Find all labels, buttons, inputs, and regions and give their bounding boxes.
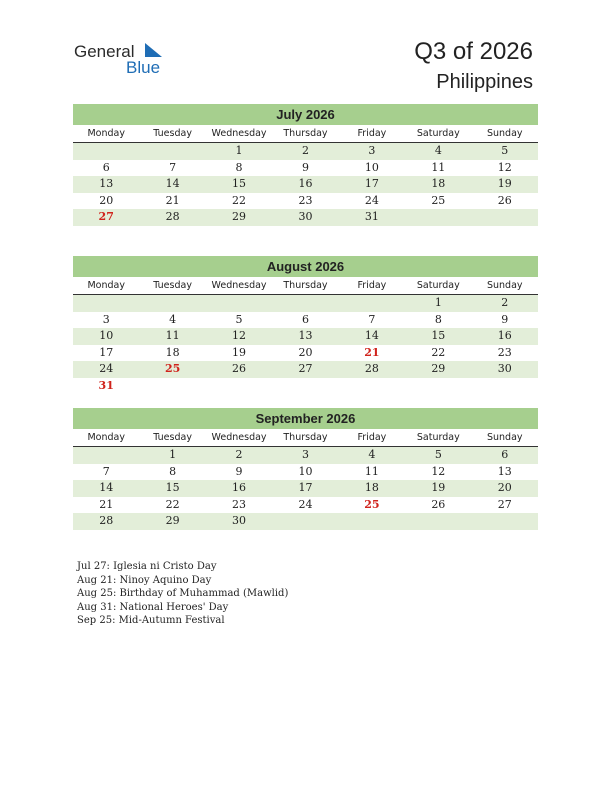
holiday-notes [77,560,288,628]
day-cell: 12 [497,160,512,174]
day-cell: 28 [165,210,180,223]
month-title: September 2026 [73,408,538,429]
holiday-note: Sep 25: Mid-Autumn Festival [77,615,225,626]
weekday-label: Friday [357,432,387,443]
holiday-note: Aug 25: Birthday of Muhammad (Mawlid) [77,588,289,599]
day-cell: 2 [301,144,309,157]
generalblue-logo [74,42,174,78]
day-cell: 11 [431,160,446,174]
day-cell: 24 [298,497,313,511]
day-cell [73,143,139,160]
week-row [73,295,538,312]
day-cell: 18 [431,177,446,190]
day-cell: 18 [364,481,379,494]
day-cell: 13 [99,177,114,190]
day-cell: 3 [368,144,376,157]
day-cell [272,513,338,530]
day-cell: 9 [301,160,309,174]
logo-text-general: General [74,42,135,61]
day-cell: 29 [431,362,446,375]
holiday-note: Aug 31: National Heroes' Day [77,601,229,613]
weekday-label: Sunday [486,432,523,443]
week-row [73,176,538,193]
day-cell: 23 [497,345,512,359]
day-cell: 31 [364,210,379,223]
month-title: July 2026 [73,104,538,125]
day-cell: 26 [497,193,512,207]
month-title: August 2026 [73,256,538,277]
day-cell: 6 [501,448,509,461]
day-cell: 16 [298,177,313,190]
day-cell [73,447,139,464]
day-cell: 6 [102,160,110,174]
day-cell: 22 [165,497,180,511]
weekday-header-row [73,277,538,295]
day-cell: 12 [431,464,446,478]
day-cell: 21 [99,497,114,511]
week-row [73,345,538,362]
day-cell [139,295,205,312]
logo-text-blue: Blue [126,58,161,77]
day-cell: 3 [301,448,309,461]
day-cell: 30 [232,514,247,527]
week-row [73,328,538,345]
day-cell: 14 [165,177,180,190]
holiday-note: Jul 27: Iglesia ni Cristo Day [77,561,217,572]
day-cell: 23 [232,497,247,511]
weekday-label: Saturday [416,128,460,139]
calendar-september [73,408,538,530]
day-cell: 24 [364,193,379,207]
day-cell: 5 [434,448,442,461]
week-row [73,361,538,378]
day-cell: 14 [99,481,114,494]
day-cell: 8 [434,312,442,326]
day-cell: 15 [232,177,247,190]
weekday-label: Monday [87,128,125,139]
weekday-label: Thursday [283,432,328,443]
day-cell: 4 [169,312,177,326]
weekday-header-row [73,429,538,447]
day-cell: 24 [99,362,114,375]
weekday-label: Sunday [486,280,523,291]
day-cell [73,295,139,312]
day-cell: 25 [431,193,446,207]
week-row [73,312,538,329]
day-cell: 21 [165,193,180,207]
country-subtitle: Philippines [436,71,533,93]
day-cell [405,378,471,395]
week-row [73,513,538,530]
weekday-label: Wednesday [211,432,267,443]
day-cell: 29 [232,210,247,223]
day-cell: 2 [235,448,243,461]
day-cell: 18 [165,345,180,359]
weekday-label: Wednesday [211,280,267,291]
day-cell: 7 [102,464,110,478]
day-cell: 9 [235,464,243,478]
day-cell: 17 [364,177,379,190]
day-cell: 7 [368,312,376,326]
day-cell: 17 [298,481,313,494]
day-cell: 19 [431,481,446,494]
day-cell: 15 [165,481,180,494]
week-row [73,447,538,464]
day-cell: 13 [497,464,512,478]
weekday-label: Monday [87,280,125,291]
day-cell: 26 [431,497,446,511]
weekday-label: Friday [357,128,387,139]
holiday-note: Aug 21: Ninoy Aquino Day [77,574,212,586]
day-cell: 13 [298,329,313,342]
day-cell: 7 [169,160,177,174]
day-cell: 20 [497,481,512,494]
day-cell: 22 [431,345,446,359]
day-cell: 6 [301,312,309,326]
day-cell: 15 [431,329,446,342]
calendar-august [73,256,538,394]
day-cell [272,295,338,312]
day-cell: 8 [235,160,243,174]
weekday-label: Friday [357,280,387,291]
day-cell [472,209,538,226]
day-cell: 8 [169,464,177,478]
day-cell [272,378,338,395]
day-cell: 19 [497,177,512,190]
day-cell [206,295,272,312]
day-cell: 10 [298,464,313,478]
day-cell [139,143,205,160]
day-cell: 26 [232,362,247,375]
day-cell: 28 [99,514,114,527]
day-cell: 10 [364,160,379,174]
day-cell: 17 [99,345,114,359]
weekday-header-row [73,125,538,143]
holiday-day-cell: 25 [364,497,380,511]
day-cell [206,378,272,395]
page-title: Q3 of 2026 [414,38,533,65]
weekday-label: Thursday [283,280,328,291]
day-cell [472,513,538,530]
day-cell: 12 [232,329,247,342]
weekday-label: Tuesday [153,280,192,291]
day-cell [405,513,471,530]
week-row [73,160,538,177]
week-row [73,480,538,497]
holiday-day-cell: 21 [364,345,380,359]
day-cell: 27 [497,497,512,511]
weekday-label: Tuesday [153,128,192,139]
weekday-label: Wednesday [211,128,267,139]
day-cell: 4 [434,144,442,157]
day-cell: 22 [232,193,247,207]
day-cell: 20 [298,345,313,359]
weekday-label: Monday [87,432,125,443]
week-row [73,497,538,514]
day-cell: 20 [99,193,114,207]
calendar-july [73,104,538,226]
day-cell: 5 [235,312,243,326]
day-cell: 30 [497,362,512,375]
day-cell: 9 [501,312,509,326]
holiday-day-cell: 25 [164,362,181,375]
day-cell: 1 [434,296,442,309]
week-row [73,378,538,395]
day-cell: 16 [232,481,247,494]
day-cell: 29 [165,514,180,527]
day-cell [139,378,205,395]
day-cell: 1 [235,144,243,157]
holiday-day-cell: 27 [98,210,114,223]
day-cell: 14 [364,329,379,342]
week-row [73,209,538,226]
week-row [73,193,538,210]
day-cell [405,209,471,226]
day-cell: 23 [298,193,313,207]
weekday-label: Saturday [416,280,460,291]
day-cell [339,513,405,530]
day-cell: 11 [165,329,180,342]
logo-triangle-icon [143,42,163,60]
day-cell: 19 [232,345,247,359]
day-cell: 2 [501,296,509,309]
week-row [73,464,538,481]
day-cell [472,378,538,395]
day-cell: 1 [169,448,177,461]
day-cell: 10 [99,329,114,342]
day-cell: 5 [501,144,509,157]
weekday-label: Saturday [416,432,460,443]
day-cell [339,295,405,312]
weekday-label: Tuesday [153,432,192,443]
holiday-day-cell: 31 [98,378,114,392]
day-cell: 4 [368,448,376,461]
day-cell: 30 [298,210,313,223]
day-cell: 28 [364,362,379,375]
day-cell: 16 [497,329,512,342]
weekday-label: Sunday [486,128,523,139]
day-cell [339,378,405,395]
week-row [73,143,538,160]
weekday-label: Thursday [283,128,328,139]
day-cell: 3 [102,312,110,326]
day-cell: 11 [364,464,379,478]
day-cell: 27 [298,362,313,375]
